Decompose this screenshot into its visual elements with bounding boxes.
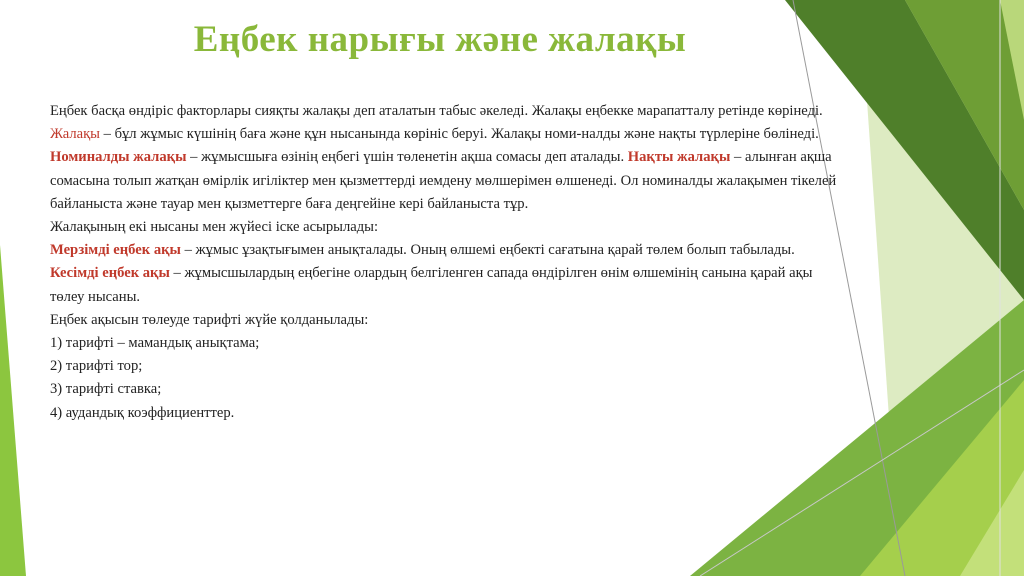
- term-real-wage: Нақты жалақы: [627, 149, 731, 166]
- list-item-3: 3) тарифті ставка;: [50, 381, 162, 398]
- paragraph-forms: Жалақының екі нысаны мен жүйесі іске асырылады:: [50, 219, 379, 236]
- term-wage: Жалақы: [50, 126, 100, 143]
- slide-title: Еңбек нарығы және жалақы: [193, 19, 687, 60]
- slide-body: [50, 100, 840, 425]
- paragraph-nominal-real: Номиналды жалақы – жұмысшыға өзінің еңбегі үшін төленетін ақша сомасы деп аталады. Нақты жалақы – алынған ақша сомасына толып жатқан өмірлік игіліктер мен қызметтерді иемдену мөлшерімен өлшенеді. Ол номиналды жалақымен тікелей байланыста және тауар мен қызметтерге баға деңгейіне кері байланыста тұр.: [50, 149, 837, 212]
- term-nominal-wage: Номиналды жалақы: [50, 149, 187, 166]
- paragraph-wage-definition: Жалақы – бұл жұмыс күшінің баға және құн нысанында көрініс беруі. Жалақы номи-налды және нақты түрлеріне бөлінеді.: [50, 126, 819, 143]
- list-item-4: 4) аудандық коэффициенттер.: [50, 404, 235, 421]
- paragraph-time-wage: Мерзімді еңбек ақы – жұмыс ұзақтығымен анықталады. Оның өлшемі еңбекті сағатына қарай төлем болып табылады.: [50, 242, 795, 259]
- term-piece-wage: Кесімді еңбек ақы: [50, 265, 170, 282]
- left-green-triangle: [0, 245, 26, 576]
- list-item-2: 2) тарифті тор;: [50, 358, 143, 375]
- paragraph-tariff-system: Еңбек ақысын төлеуде тарифті жүйе қолданылады:: [50, 311, 369, 328]
- list-item-1: 1) тарифті – мамандық анықтама;: [50, 335, 260, 352]
- paragraph-intro: Еңбек басқа өндіріс факторлары сияқты жалақы деп аталатын табыс әкеледі. Жалақы еңбекке марапатталу ретінде көрінеді.: [50, 103, 823, 119]
- paragraph-piece-wage: Кесімді еңбек ақы – жұмысшылардың еңбегіне олардың белгіленген сапада өндірілген өнім өлшемінің санына қарай ақы төлеу нысаны.: [50, 265, 813, 305]
- term-time-wage: Мерзімді еңбек ақы: [50, 242, 181, 259]
